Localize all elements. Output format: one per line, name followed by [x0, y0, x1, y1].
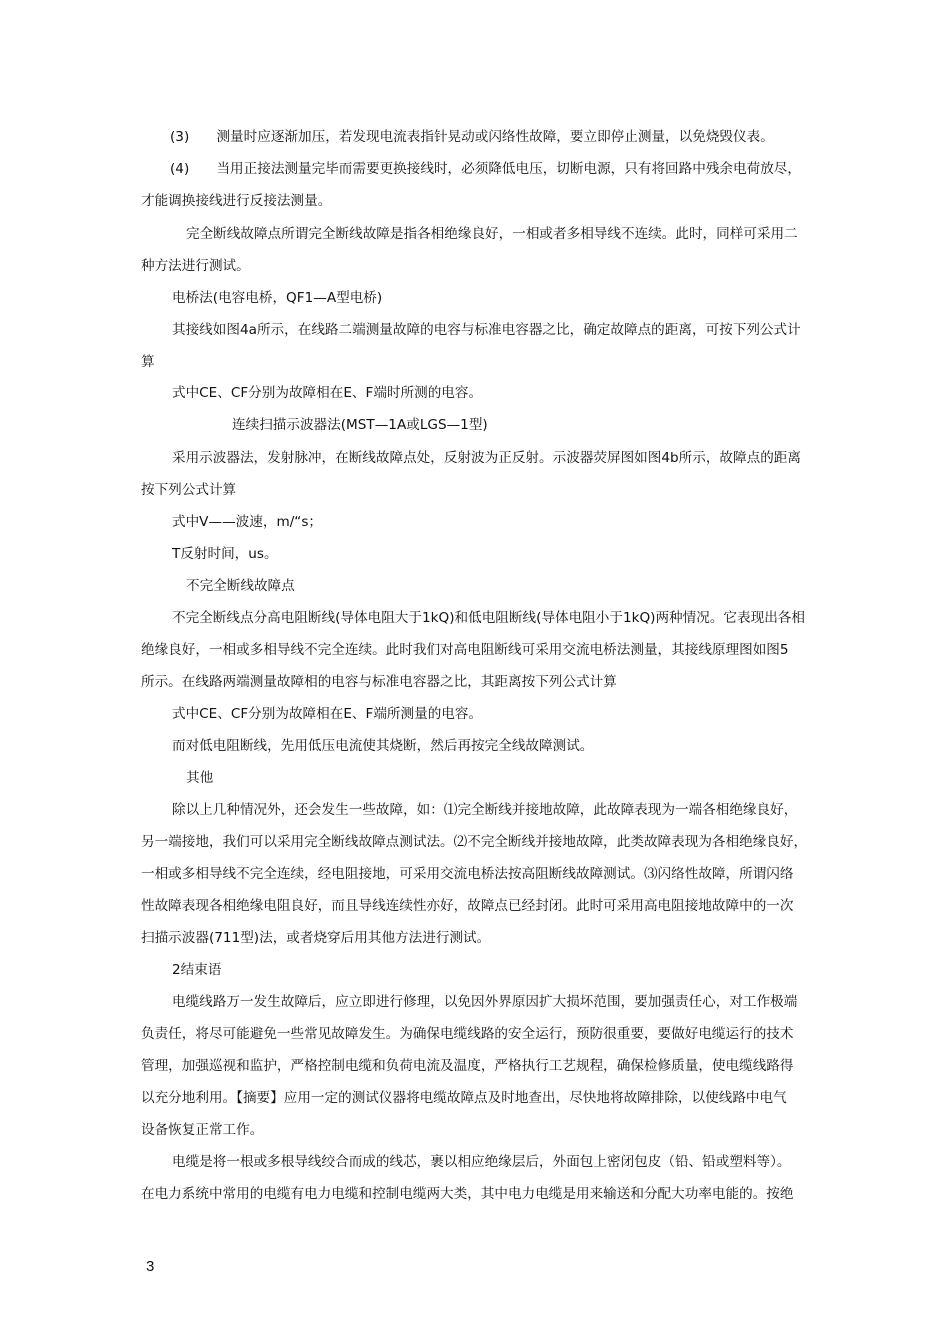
- text-line: (3) 测量时应逐渐加压，若发现电流表指针晃动或闪络性故障，要立即停止测量，以免烧毁仪表。: [170, 129, 774, 145]
- text-line: (4) 当用正接法测量完毕而需要更换接线时，必须降低电压，切断电源，只有将回路中残余电荷放尽，: [170, 161, 801, 177]
- text-line: 管理，加强巡视和监护，严格控制电缆和负荷电流及温度，严格执行工艺规程，确保检修质量，使电缆线路得: [141, 1058, 794, 1074]
- text-line: 扫描示波器(711型)法，或者烧穿后用其他方法进行测试。: [141, 930, 491, 946]
- text-line: 在电力系统中常用的电缆有电力电缆和控制电缆两大类，其中电力电缆是用来输送和分配大功率电能的。按绝: [141, 1186, 794, 1202]
- section-heading: 不完全断线故障点: [186, 578, 295, 594]
- text-line: 式中CE、CF分别为故障相在E、F端所测量的电容。: [172, 706, 483, 722]
- text-line: 电缆线路万一发生故障后，应立即进行修理，以免因外界原因扩大损坏范围，要加强责任心，对工作极端: [172, 994, 798, 1010]
- text-line: 才能调换接线进行反接法测量。: [141, 193, 332, 209]
- text-line: 按下列公式计算: [141, 482, 237, 498]
- text-line: 式中CE、CF分别为故障相在E、F端时所测的电容。: [172, 385, 483, 401]
- text-line: 绝缘良好，一相或多相导线不完全连续。此时我们对高电阻断线可采用交流电桥法测量，其接线原理图如图5: [141, 642, 789, 658]
- text-line: 以充分地利用。【摘要】应用一定的测试仪器将电缆故障点及时地查出，尽快地将故障排除，以使线路中电气: [141, 1090, 787, 1106]
- page-number: 3: [146, 1258, 155, 1275]
- text-line: 算: [141, 354, 155, 370]
- text-line: 电缆是将一根或多根导线绞合而成的线芯，裹以相应绝缘层后，外面包上密闭包皮（铅、铅或塑料等）。: [172, 1154, 791, 1170]
- text-line: 所示。在线路两端测量故障相的电容与标准电容器之比，其距离按下列公式计算: [141, 674, 617, 690]
- section-heading: 其他: [186, 770, 214, 786]
- text-line: 负责任，将尽可能避免一些常见故障发生。为确保电缆线路的安全运行，预防很重要，要做好电缆运行的技术: [141, 1026, 794, 1042]
- text-line: 设备恢复正常工作。: [141, 1122, 264, 1138]
- text-line: 一相或多相导线不完全连续，经电阻接地，可采用交流电桥法按高阻断线故障测试。⑶闪络性故障，所谓闪络: [141, 866, 794, 882]
- text-line: 另一端接地，我们可以采用完全断线故障点测试法。⑵不完全断线并接地故障，此类故障表现为各相绝缘良好，: [141, 834, 808, 850]
- text-line: T反射时间，us。: [172, 546, 278, 562]
- text-line: 其接线如图4a所示，在线路二端测量故障的电容与标准电容器之比，确定故障点的距离，可按下列公式计: [172, 322, 801, 338]
- section-heading: 2结束语: [172, 962, 222, 978]
- text-line: 种方法进行测试。: [141, 258, 250, 274]
- text-line: 采用示波器法，发射脉冲，在断线故障点处，反射波为正反射。示波器荧屏图如图4b所示，故障点的距离: [172, 450, 801, 466]
- text-line: 完全断线故障点所谓完全断线故障是指各相绝缘良好，一相或者多相导线不连续。此时，同样可采用二: [186, 226, 798, 242]
- text-line: 性故障表现各相绝缘电阻良好，而且导线连续性亦好，故障点已经封闭。此时可采用高电阻接地故障中的一次: [141, 898, 794, 914]
- text-line: 不完全断线点分高电阻断线(导体电阻大于1kQ)和低电阻断线(导体电阻小于1kQ)两种情况。它表现出各相: [172, 610, 805, 626]
- text-line: 式中V——波速，m/“s；: [172, 514, 322, 530]
- text-line: 除以上几种情况外，还会发生一些故障，如：⑴完全断线并接地故障，此故障表现为一端各相绝缘良好，: [172, 802, 798, 818]
- section-heading: 电桥法(电容电桥，QF1—A型电桥): [172, 290, 383, 306]
- section-heading: 连续扫描示波器法(MST—1A或LGS—1型): [232, 417, 488, 433]
- text-line: 而对低电阻断线，先用低压电流使其烧断，然后再按完全线故障测试。: [172, 738, 594, 754]
